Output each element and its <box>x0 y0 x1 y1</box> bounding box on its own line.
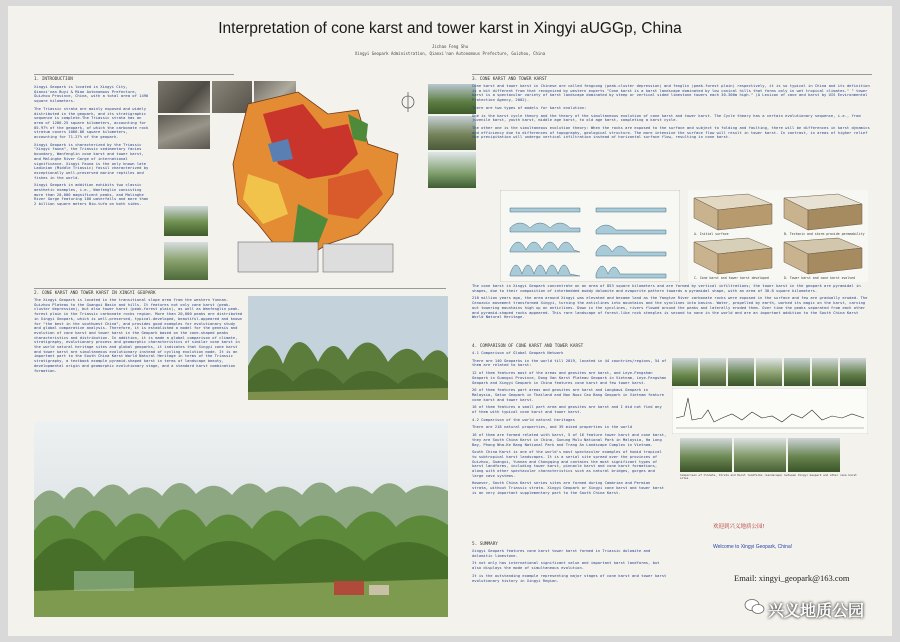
fossil-photo <box>158 81 210 113</box>
panorama-photo <box>34 421 448 617</box>
fig-label-b: B. Tectonic and storm provide permeability <box>784 232 865 236</box>
comparison-photo <box>672 358 698 386</box>
welcome-english: Welcome to Xingyi Geopark, China! <box>713 544 793 550</box>
section3-para: The cone karst in Xingyi Geopark concentrate on an area of 853 square kilometers and are formed by vertical infiltrations; the tower karst in the geopark are pyramidal in shapes, due to their composition of interbedded muddy dolomite and evaporite pattern towards a pyramidal shape, with an area of 30.8 square kilometers. <box>472 284 861 293</box>
section5-para: It not only has international significant value and important karst landforms, but also displays the mode of simultaneous evolution. <box>472 560 660 571</box>
section2-para: The Xingyi Geopark is located in the transitional slope area from the western Yunnan-Guizhou Plateau to the Guangxi Basin and hills. It features not only cone karst (peak-cluster depression), but also tower karst (peak-forest plain), as well as Wanfenglin peak-forest plain in the Triassic carbonate rocks region. More than 20,000 peaks are distributed in Xingyi Geopark, which is well-preserved, typical-developed, beautiful-appeared and known for "the best in the southwest China", and provides good examples for evolutionary study and global comparative analysis. Therefore, it is established a model for the genesis and evolution of cone karst and tower karst in the Geopark based on the cone-shaped peaks characteristics and distribution. In addition, it is made a global comparison of climate, stratigraphy, evolutionary process and geomorphic characteristics of similar cone karst in the world natural heritage sites and global geoparks, it indicates that Xingyi cone karst and tower karst are simultaneous evolutionary instead of cycling evolution mode. It is an important part to the South China Karst World Natural Heritage in terms of the Triassic stratigraphy, a textbook example pyramid-shaped karst in terms of landscape beauty, developmental origin and geomorphic evolutionary stage, and a standard karst combination formation. <box>34 298 243 373</box>
poster <box>8 6 892 636</box>
comparison-photo <box>756 358 782 386</box>
comparison-photo <box>734 438 786 472</box>
welcome-chinese: 欢迎到兴义地质公园! <box>713 524 765 530</box>
fig-label-d: D. Tower karst and cone karst evolved <box>784 276 856 280</box>
landscape-photo <box>164 206 208 236</box>
section1-para: The Triassic strata are mainly exposed and widely distributed in the geopark, and its stratigraphic sequence is complete.The Triassic strata has an area of 1286.25 square kilometers, accounting for 85.97% of the geopark, of which the carbonate rock stratum covers 1066.86 square kilometers, accounting for 71.27% of the geopark. <box>34 105 149 140</box>
section4-para: However, South China Karst series sites are formed during Cambrian and Permian strata, without Triassic strata. Xingyi Geopark or Xingyi cone karst and tower karst is an very important supplementary part to the South China Karst. <box>472 480 665 495</box>
section5-heading: 5. SUMMARY <box>472 542 498 547</box>
section4-heading: 4. COMPARISON OF CONE KARST AND TOWER KARST <box>472 344 584 349</box>
contact-email[interactable]: Email: xingyi_geopark@163.com <box>734 573 850 583</box>
section4-para: There are 218 natural properties, and 39 mixed properties in the world <box>472 424 633 430</box>
section4-sub: 4.1 Comparison of Global Geopark Network <box>472 351 564 355</box>
wechat-icon <box>744 598 766 616</box>
section4-sub: 4.2 Comparison of the world natural heritages <box>472 416 575 422</box>
landscape-photo <box>428 152 476 188</box>
karst-evolution-diagram <box>500 190 680 282</box>
peak-forest-photo <box>248 296 448 400</box>
watermark: 兴义地质公园 <box>768 601 865 620</box>
section5-para: Xingyi Geopark features cone karst tower karst formed in Triassic dolomite and dolomitic limestone. <box>472 549 651 558</box>
section1-para: Xingyi Geopark in addition exhibits two classic aesthetic examples, i.e., Wanfenglin consisting more than 20,000 magnificent peaks, and Malinghe River Gorge featuring 100 waterfalls and more than 2 billion square meters Bio-tufa on both sides. <box>34 182 149 207</box>
fossil-photo <box>158 115 210 149</box>
section4-para: 16 of them are formed related with karst, 5 of 16 feature tower karst and cone karst, they are South China Karst in China, Gunung Mulu National Park in Malaysia, Ha Long Bay, Phong Nha-Ke Bang National Park and Trang An Landscape Complex in Vietnam. <box>472 432 667 447</box>
section1-para: Xingyi Geopark is located in Xingyi City, Qianxi'nan Buyi & Miao Autonomous Prefecture, Guizhou Province, China, with a total area of 1496 square kilometers. <box>34 85 149 104</box>
section4-para: 26 of them features part areas and geosites are karst and Langkawi Geopark in Malaysia, Satun Geopark in Thailand and Non Nuoc Cao Bang Geopark in Vietnam feature cone karst and tower karst. <box>472 387 665 402</box>
comparison-photo <box>680 438 732 472</box>
section5-text <box>472 549 668 619</box>
author-line: Jichao Feng Shu <box>431 44 469 49</box>
divider <box>472 74 872 75</box>
section4-para: 16 of them features a small part area and geosites are karst and I did not find any of them with typical cone karst and tower karst. <box>472 404 662 415</box>
section3-para: The other one is the simultaneous evolution theory: When the rocks are exposed to the surface and subject to folding and faulting, there will be differences in karst dynamics and efficiency due to differences of topography, geological structure. The more intensive the surface flow will result in tower karst. In contrast, in areas of higher relief the precipitation will undergo vertical infiltration instead of horizontal surface flow, resulting in cone karst. <box>472 124 870 140</box>
section3-para: One is the karst cycle theory and the theory of the simultaneous evolution of cone karst and tower karst. The Cycle theory has a certain evolutionary sequence, i.e., from juvenile karst, youth karst, middle age karst, to old age karst, completing a karst cycle. <box>472 112 861 123</box>
comparison-photo <box>812 358 838 386</box>
fig-label-c: C. Cone karst and tower karst developed <box>694 276 769 280</box>
section4-para: South China Karst is one of the world's most spectacular examples of humid tropical to subtropical karst landscapes. It is a serial site spread over the provinces of Guizhou, Guangxi, Yunnan and Chongqing and contains the most significant types of karst landforms, including tower karst, pinnacle karst and cone karst formations, along with other spectacular characteristics such as natural bridges, gorges and large cave systems. <box>472 449 662 478</box>
section4-para: There are 140 Geoparks in the world till 2019, located in 44 countries/regions, 54 of them are related to karst: <box>472 357 667 368</box>
section3-heading: 3. CONE KARST AND TOWER KARST <box>472 77 548 82</box>
section3-para: Cone karst and tower karst in Chinese are called fengcong (peak-cluster depression) and fenglin (peak-forest plain) respectively, it is so typical in China and its definition is a bit different from that recognized by western experts "Cone karst is a karst landscape dominated by low conical hills that forms only in wet tropical climates." " tower karst is a spectacular variety of karst landscape dominated by steep or vertical sided limestone towers each 30-300m high." (A Lexicon of cave and karst by UIS Environmental Protection Agency, 2002). <box>472 84 870 103</box>
landscape-photo <box>164 242 208 280</box>
section1-text <box>34 85 152 279</box>
section5-para: It is the outstanding example representing major stages of cone karst and tower karst evolutionary history in Xingyi Region. <box>472 572 667 583</box>
section3-para: 210 million years ago, the area around Xingyi was elevated and became land as the Yangtze River carbonate rocks were exposed in the surface and few are gradually eroded. The Cenozoic movement transformed Xingyi, turning the anticlines into mountains and the synclines into basins. Water, propelled by earth, worked its magic on the karst, carving out towering mountains high up on anticlines. Down in the synclines, rivers flowed around the peaks and laterally eroded them. Over time the peaks separated from each other and pyramid-shaped rocks appeared. This rare landscape of forest-like rock steeples is second to none in the world and are an important addition to the South China Karst World Natural Heritage. <box>472 295 868 320</box>
divider <box>34 74 234 75</box>
section1-para: Xingyi Geopark is characterized by the Triassic "Xingyi fauna", the Triassic sedimentary facies boundary, Wanfenglin cone karst and tower karst, and Malinghe River Gorge of international significance. Xingyi Fauna is the only known late Ladinian (Middle Triassic) fossil characterized by exceptionally well-preserved marine reptiles and fishes in the world. <box>34 141 149 180</box>
comparison-photo <box>840 358 866 386</box>
section3-para: There are two types of models for karst evolution: <box>472 104 587 110</box>
section4-para: 12 of them features most of the areas and geosites are karst, and Leye-Fengshan Geopark in Guangxi Province, Dong Van Karst Plateau Geopark in Vietnam, Leye-Fengshan Geopark and Xingyi Geopark in China features cone karst and few tower karst. <box>472 370 667 385</box>
geopark-map <box>208 84 428 284</box>
section4-text <box>472 351 668 539</box>
divider <box>34 288 446 289</box>
fig-label-a: A. Initial surface <box>694 232 729 236</box>
section1-heading: 1. INTRODUCTION <box>34 77 73 82</box>
chart-caption: Comparison of Climate, Strata and Karst landforms (Landscape) between Xingyi Geopark and other cone karst sites <box>680 474 857 481</box>
poster-title: Interpretation of cone karst and tower karst in Xingyi aUGGp, China <box>218 20 682 37</box>
section2-heading: 2. CONE KARST AND TOWER KARST IN XINGYI GEOPARK <box>34 291 156 296</box>
comparison-graph <box>672 388 868 434</box>
section3-text <box>472 84 872 192</box>
landscape-photo <box>428 84 476 114</box>
comparison-photo <box>784 358 810 386</box>
comparison-photo <box>728 358 754 386</box>
comparison-photo <box>700 358 726 386</box>
section3-text-after <box>472 284 872 342</box>
landscape-photo <box>428 116 476 150</box>
affiliation-line: Xingyi Geopark Administration, Qianxi'nan Autonomous Prefecture, Guizhou, China <box>354 51 546 56</box>
comparison-photo <box>788 438 840 472</box>
section2-text <box>34 298 244 418</box>
